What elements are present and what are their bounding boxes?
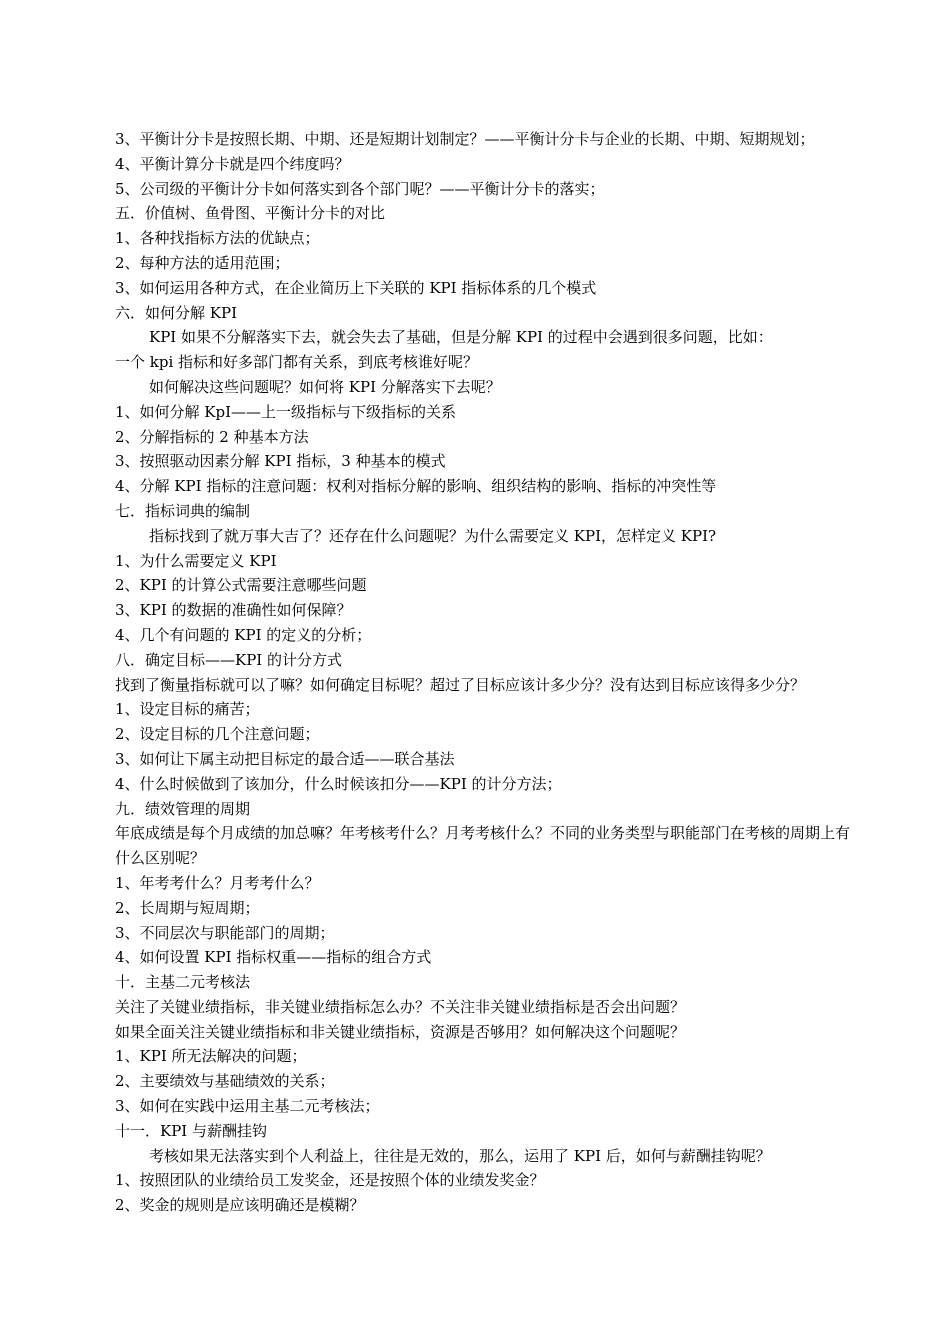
section-heading: 十一．KPI 与薪酬挂钩 — [115, 1121, 267, 1140]
list-item: 4、如何设置 KPI 指标权重——指标的组合方式 — [115, 948, 432, 967]
list-item: 4、分解 KPI 指标的注意问题：权利对指标分解的影响、组织结构的影响、指标的冲突性等 — [115, 477, 717, 496]
list-item: 1、KPI 所无法解决的问题； — [115, 1047, 307, 1066]
paragraph: 一个 kpi 指标和好多部门都有关系，到底考核谁好呢？ — [115, 353, 479, 372]
section-heading: 五．价值树、鱼骨图、平衡计分卡的对比 — [115, 204, 386, 223]
list-item: 2、奖金的规则是应该明确还是模糊？ — [115, 1196, 365, 1215]
document-page — [115, 127, 850, 1218]
list-item: 3、如何运用各种方式，在企业简历上下关联的 KPI 指标体系的几个模式 — [115, 278, 597, 297]
list-item: 2、分解指标的 2 种基本方法 — [115, 427, 309, 446]
list-item: 1、各种找指标方法的优缺点； — [115, 229, 320, 248]
list-item: 1、为什么需要定义 KPI — [115, 551, 277, 570]
list-item: 3、不同层次与职能部门的周期； — [115, 923, 335, 942]
list-item: 4、平衡计算分卡就是四个纬度吗？ — [115, 154, 350, 173]
section-heading: 八．确定目标——KPI 的计分方式 — [115, 650, 342, 669]
list-item: 2、KPI 的计算公式需要注意哪些问题 — [115, 576, 367, 595]
list-item: 5、公司级的平衡计分卡如何落实到各个部门呢？——平衡计分卡的落实； — [115, 179, 605, 198]
list-item: 2、设定目标的几个注意问题； — [115, 725, 320, 744]
paragraph: 如何解决这些问题呢？如何将 KPI 分解落实下去呢？ — [149, 377, 501, 396]
list-item: 3、如何在实践中运用主基二元考核法； — [115, 1097, 380, 1116]
list-item: 4、几个有问题的 KPI 的定义的分析； — [115, 625, 372, 644]
list-item: 4、什么时候做到了该加分，什么时候该扣分——KPI 的计分方法； — [115, 774, 562, 793]
list-item: 3、KPI 的数据的准确性如何保障？ — [115, 601, 352, 620]
section-heading: 九．绩效管理的周期 — [115, 799, 251, 818]
list-item: 2、长周期与短周期； — [115, 898, 260, 917]
list-item: 1、年考考什么？月考考什么？ — [115, 873, 320, 892]
list-item: 3、平衡计分卡是按照长期、中期、还是短期计划制定？——平衡计分卡与企业的长期、中期、短期规划； — [115, 130, 815, 148]
paragraph: 如果全面关注关键业绩指标和非关键业绩指标，资源是否够用？如何解决这个问题呢？ — [115, 1022, 686, 1041]
section-heading: 十．主基二元考核法 — [115, 973, 251, 992]
paragraph: 找到了衡量指标就可以了嘛？如何确定目标呢？超过了目标应该计多少分？没有达到目标应该得多少分？ — [115, 675, 806, 694]
paragraph: KPI 如果不分解落实下去，就会失去了基础，但是分解 KPI 的过程中会遇到很多问题，比如： — [149, 328, 773, 347]
list-item: 1、按照团队的业绩给员工发奖金，还是按照个体的业绩发奖金？ — [115, 1171, 545, 1190]
list-item: 3、按照驱动因素分解 KPI 指标，3 种基本的模式 — [115, 452, 446, 471]
section-heading: 六．如何分解 KPI — [115, 303, 237, 322]
list-item: 2、主要绩效与基础绩效的关系； — [115, 1072, 335, 1091]
section-heading: 七．指标词典的编制 — [115, 501, 251, 520]
list-item: 3、如何让下属主动把目标定的最合适——联合基法 — [115, 749, 455, 768]
paragraph: 年底成绩是每个月成绩的加总嘛？年考核考什么？月考考核什么？不同的业务类型与职能部门在考核的周期上有什么区别呢？ — [115, 824, 851, 868]
paragraph: 考核如果无法落实到个人利益上，往往是无效的，那么，运用了 KPI 后，如何与薪酬挂钩呢？ — [149, 1146, 771, 1165]
paragraph: 指标找到了就万事大吉了？还存在什么问题呢？为什么需要定义 KPI，怎样定义 KPI? — [149, 526, 717, 545]
list-item: 2、每种方法的适用范围； — [115, 253, 290, 272]
paragraph: 关注了关键业绩指标，非关键业绩指标怎么办？不关注非关键业绩指标是否会出问题？ — [115, 997, 686, 1016]
list-item: 1、如何分解 KpI——上一级指标与下级指标的关系 — [115, 402, 457, 421]
list-item: 1、设定目标的痛苦； — [115, 700, 260, 719]
